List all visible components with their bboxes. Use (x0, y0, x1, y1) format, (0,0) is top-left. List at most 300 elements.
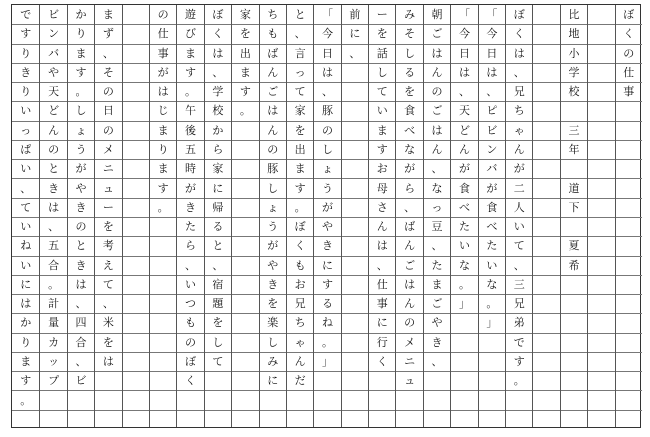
cell-rule (451, 410, 477, 411)
character-cell: ビ (486, 123, 498, 137)
character-cell: た (486, 239, 498, 253)
cell-rule (342, 82, 368, 83)
text-column (12, 5, 39, 427)
character-cell: ば (267, 46, 279, 60)
character-cell: ビ (48, 8, 60, 22)
cell-rule (150, 217, 176, 218)
character-cell: 、 (513, 258, 525, 272)
character-cell: っ (294, 65, 306, 79)
character-cell: べ (404, 123, 416, 137)
character-cell: 人 (513, 200, 525, 214)
cell-rule (588, 352, 614, 353)
cell-rule (150, 275, 176, 276)
character-cell: い (20, 220, 32, 234)
character-cell: と (75, 239, 87, 253)
character-cell: 仕 (623, 65, 635, 79)
character-cell: 「 (321, 8, 333, 22)
character-cell: 遊 (185, 8, 197, 22)
character-cell: を (294, 123, 306, 137)
character-cell: ご (404, 258, 416, 272)
cell-rule (123, 390, 149, 391)
text-column (478, 5, 505, 427)
cell-rule (616, 159, 642, 160)
character-cell: 天 (458, 104, 470, 118)
cell-rule (533, 159, 559, 160)
character-cell: り (75, 27, 87, 41)
character-cell: ま (185, 46, 197, 60)
character-cell: の (75, 220, 87, 234)
character-cell: を (102, 335, 114, 349)
character-cell: た (431, 258, 443, 272)
cell-rule (616, 333, 642, 334)
character-cell: 。 (239, 104, 251, 118)
cell-rule (232, 390, 258, 391)
cell-rule (616, 371, 642, 372)
character-cell: ん (267, 65, 279, 79)
character-cell: 今 (458, 27, 470, 41)
character-cell: ぼ (212, 8, 224, 22)
character-cell: に (20, 277, 32, 291)
text-column (122, 5, 149, 427)
character-cell: な (431, 181, 443, 195)
cell-rule (150, 313, 176, 314)
character-cell: の (48, 143, 60, 157)
character-cell: や (267, 258, 279, 272)
character-cell: が (157, 65, 169, 79)
cell-rule (588, 371, 614, 372)
character-cell: ュ (102, 181, 114, 195)
cell-rule (342, 390, 368, 391)
cell-rule (561, 410, 587, 411)
cell-rule (533, 410, 559, 411)
character-cell: カ (48, 335, 60, 349)
cell-rule (95, 410, 121, 411)
character-cell: 。 (48, 277, 60, 291)
cell-rule (424, 410, 450, 411)
character-cell: に (321, 258, 333, 272)
character-cell: き (48, 181, 60, 195)
character-cell: ュ (404, 374, 416, 388)
character-cell: す (239, 85, 251, 99)
character-cell: 朝 (431, 8, 443, 22)
character-cell: は (102, 355, 114, 369)
character-cell: き (267, 277, 279, 291)
character-cell: 、 (102, 297, 114, 311)
cell-rule (588, 121, 614, 122)
character-cell: 楽 (267, 316, 279, 330)
character-cell: い (458, 239, 470, 253)
character-cell: 、 (20, 181, 32, 195)
character-cell: そ (404, 27, 416, 41)
cell-rule (123, 24, 149, 25)
character-cell: と (294, 8, 306, 22)
cell-rule (150, 371, 176, 372)
character-cell: ん (376, 220, 388, 234)
character-cell: は (431, 46, 443, 60)
cell-rule (123, 294, 149, 295)
character-cell: 小 (568, 46, 580, 60)
character-cell: は (431, 123, 443, 137)
character-cell: が (404, 162, 416, 176)
character-cell: 家 (239, 8, 251, 22)
character-cell: し (404, 46, 416, 60)
cell-rule (342, 410, 368, 411)
cell-rule (533, 198, 559, 199)
cell-rule (588, 101, 614, 102)
character-cell: 言 (294, 46, 306, 60)
character-cell: 校 (212, 104, 224, 118)
cell-rule (533, 390, 559, 391)
character-cell: は (376, 239, 388, 253)
character-cell: 。 (513, 374, 525, 388)
cell-rule (588, 410, 614, 411)
character-cell: り (20, 46, 32, 60)
character-cell: き (321, 239, 333, 253)
character-cell: 、 (75, 297, 87, 311)
cell-rule (588, 256, 614, 257)
cell-rule (260, 390, 286, 391)
character-cell: ン (48, 27, 60, 41)
character-cell: 食 (404, 104, 416, 118)
character-cell: 。 (294, 200, 306, 214)
character-cell: な (404, 143, 416, 157)
cell-rule (424, 390, 450, 391)
character-cell: 夏 (568, 239, 580, 253)
character-cell: 母 (376, 181, 388, 195)
cell-rule (123, 333, 149, 334)
character-cell: に (212, 181, 224, 195)
cell-rule (533, 371, 559, 372)
character-cell: が (486, 181, 498, 195)
character-cell: を (404, 85, 416, 99)
cell-rule (287, 410, 313, 411)
cell-rule (205, 371, 231, 372)
character-cell: み (404, 8, 416, 22)
cell-rule (232, 410, 258, 411)
cell-rule (533, 236, 559, 237)
cell-rule (451, 313, 477, 314)
character-cell: 事 (157, 46, 169, 60)
cell-rule (68, 390, 94, 391)
character-cell: き (185, 200, 197, 214)
character-cell: 計 (48, 297, 60, 311)
character-cell: く (185, 374, 197, 388)
character-cell: 事 (623, 85, 635, 99)
character-cell: ら (212, 143, 224, 157)
cell-rule (616, 275, 642, 276)
cell-rule (12, 410, 39, 411)
character-cell: ず (102, 27, 114, 41)
character-cell: 出 (294, 143, 306, 157)
cell-rule (533, 217, 559, 218)
cell-rule (123, 121, 149, 122)
cell-rule (342, 313, 368, 314)
character-cell: が (321, 200, 333, 214)
cell-rule (232, 198, 258, 199)
cell-rule (232, 121, 258, 122)
cell-rule (588, 82, 614, 83)
cell-rule (232, 352, 258, 353)
character-cell: て (212, 355, 224, 369)
cell-rule (177, 390, 203, 391)
cell-rule (533, 275, 559, 276)
character-cell: る (321, 297, 333, 311)
character-cell: 、 (404, 200, 416, 214)
character-cell: ピ (486, 104, 498, 118)
cell-rule (314, 390, 340, 391)
character-cell: て (20, 200, 32, 214)
character-cell: バ (48, 46, 60, 60)
character-cell: の (321, 123, 333, 137)
cell-rule (123, 82, 149, 83)
cell-rule (533, 333, 559, 334)
text-column (450, 5, 477, 427)
character-cell: す (376, 143, 388, 157)
character-cell: が (513, 162, 525, 176)
character-cell: の (404, 316, 416, 330)
cell-rule (479, 371, 505, 372)
cell-rule (232, 178, 258, 179)
cell-rule (342, 101, 368, 102)
character-cell: ー (102, 200, 114, 214)
character-cell: り (20, 335, 32, 349)
character-cell: 年 (568, 143, 580, 157)
character-cell: い (20, 162, 32, 176)
character-cell: す (185, 65, 197, 79)
character-cell: の (185, 335, 197, 349)
character-cell: 豚 (321, 104, 333, 118)
text-column (149, 5, 176, 427)
character-cell: ち (294, 316, 306, 330)
cell-rule (342, 217, 368, 218)
character-cell: 宿 (212, 277, 224, 291)
cell-rule (588, 294, 614, 295)
cell-rule (616, 313, 642, 314)
character-cell: 仕 (376, 277, 388, 291)
character-cell: 」 (321, 355, 333, 369)
character-cell: 三 (568, 123, 580, 137)
character-cell: 五 (48, 239, 60, 253)
cell-rule (533, 63, 559, 64)
character-cell: ま (376, 123, 388, 137)
cell-rule (150, 352, 176, 353)
character-cell: を (102, 220, 114, 234)
character-cell: ょ (321, 162, 333, 176)
character-cell: ち (513, 104, 525, 118)
cell-rule (616, 121, 642, 122)
character-cell: 校 (568, 85, 580, 99)
cell-rule (533, 82, 559, 83)
character-cell: 食 (486, 200, 498, 214)
cell-rule (123, 313, 149, 314)
cell-rule (533, 178, 559, 179)
character-cell: 。 (321, 335, 333, 349)
cell-rule (588, 217, 614, 218)
cell-rule (150, 294, 176, 295)
character-cell: き (75, 258, 87, 272)
cell-rule (123, 217, 149, 218)
cell-rule (314, 371, 340, 372)
character-cell: は (157, 85, 169, 99)
cell-rule (342, 256, 368, 257)
character-cell: し (376, 65, 388, 79)
cell-rule (616, 217, 642, 218)
character-cell: っ (20, 123, 32, 137)
character-cell: る (404, 65, 416, 79)
character-cell: そ (102, 65, 114, 79)
character-cell: ぼ (513, 8, 525, 22)
character-cell: 今 (321, 27, 333, 41)
character-cell: と (212, 239, 224, 253)
character-cell: じ (157, 104, 169, 118)
cell-rule (561, 352, 587, 353)
character-cell: 今 (486, 27, 498, 41)
character-cell: ま (102, 8, 114, 22)
character-cell: 五 (185, 143, 197, 157)
character-cell: 午 (185, 104, 197, 118)
character-cell: や (321, 220, 333, 234)
cell-rule (342, 333, 368, 334)
cell-rule (123, 371, 149, 372)
character-cell: て (376, 85, 388, 99)
character-cell: す (321, 277, 333, 291)
character-cell: す (157, 181, 169, 195)
cell-rule (616, 390, 642, 391)
character-cell: な (458, 258, 470, 272)
character-cell (561, 217, 587, 236)
character-cell: 。 (458, 277, 470, 291)
character-cell: に (376, 316, 388, 330)
character-cell: 前 (349, 8, 361, 22)
character-cell: ね (321, 316, 333, 330)
character-cell: 事 (376, 297, 388, 311)
character-cell: ゃ (513, 123, 525, 137)
cell-rule (561, 275, 587, 276)
character-cell: す (20, 27, 32, 41)
character-cell: 食 (458, 181, 470, 195)
cell-rule (123, 101, 149, 102)
character-cell: 「 (458, 8, 470, 22)
character-cell: 下 (568, 200, 580, 214)
character-cell: ん (404, 239, 416, 253)
character-cell: ッ (48, 355, 60, 369)
character-cell: 学 (212, 85, 224, 99)
character-cell: ご (431, 27, 443, 41)
cell-rule (451, 352, 477, 353)
cell-rule (123, 198, 149, 199)
cell-rule (396, 410, 422, 411)
cell-rule (232, 371, 258, 372)
manuscript-paper (11, 4, 641, 428)
cell-rule (588, 236, 614, 237)
character-cell: の (102, 123, 114, 137)
character-cell: 仕 (157, 27, 169, 41)
character-cell: し (267, 335, 279, 349)
character-cell: 、 (75, 355, 87, 369)
cell-rule (123, 236, 149, 237)
character-cell: ビ (75, 374, 87, 388)
character-cell: 、 (486, 85, 498, 99)
cell-rule (123, 275, 149, 276)
cell-rule (342, 371, 368, 372)
character-cell: ん (431, 143, 443, 157)
cell-rule (232, 159, 258, 160)
cell-rule (616, 352, 642, 353)
character-cell: ニ (404, 355, 416, 369)
cell-rule (479, 390, 505, 391)
cell-rule (342, 275, 368, 276)
cell-rule (588, 198, 614, 199)
character-cell: は (48, 200, 60, 214)
character-cell: 米 (102, 316, 114, 330)
cell-rule (232, 313, 258, 314)
cell-rule (369, 371, 395, 372)
cell-rule (95, 371, 121, 372)
cell-rule (342, 198, 368, 199)
character-cell: 。 (486, 297, 498, 311)
character-cell: 三 (513, 277, 525, 291)
cell-rule (342, 121, 368, 122)
character-cell: 日 (486, 46, 498, 60)
cell-rule (588, 140, 614, 141)
cell-rule (506, 410, 532, 411)
character-cell: す (75, 65, 87, 79)
character-cell: も (294, 258, 306, 272)
cell-rule (150, 333, 176, 334)
character-cell: 、 (431, 162, 443, 176)
character-cell: 比 (568, 8, 580, 22)
cell-rule (342, 140, 368, 141)
character-cell: 兄 (513, 85, 525, 99)
character-cell: い (513, 220, 525, 234)
character-cell: を (376, 27, 388, 41)
character-cell: き (20, 65, 32, 79)
character-cell: ら (404, 181, 416, 195)
cell-rule (232, 140, 258, 141)
character-cell: 題 (212, 297, 224, 311)
cell-rule (123, 44, 149, 45)
cell-rule (533, 352, 559, 353)
character-cell: お (376, 162, 388, 176)
character-cell: は (513, 46, 525, 60)
character-cell: 兄 (294, 297, 306, 311)
character-cell: 日 (321, 46, 333, 60)
character-cell: ま (157, 162, 169, 176)
character-cell: ニ (102, 162, 114, 176)
cell-rule (40, 390, 66, 391)
character-cell: 家 (212, 162, 224, 176)
character-cell: ょ (75, 123, 87, 137)
text-column (176, 5, 203, 427)
text-column (615, 5, 642, 427)
cell-rule (123, 352, 149, 353)
cell-rule (588, 178, 614, 179)
character-cell: ん (404, 297, 416, 311)
character-cell: 、 (48, 220, 60, 234)
character-cell: 弟 (513, 316, 525, 330)
character-cell: に (267, 374, 279, 388)
cell-rule (533, 256, 559, 257)
character-cell: ん (458, 143, 470, 157)
character-cell: も (267, 27, 279, 41)
character-cell: 、 (376, 258, 388, 272)
character-cell: い (20, 258, 32, 272)
character-cell: 話 (376, 46, 388, 60)
character-cell: ぱ (20, 143, 32, 157)
character-cell: 、 (349, 46, 361, 60)
character-cell (561, 159, 587, 178)
character-cell: か (75, 8, 87, 22)
